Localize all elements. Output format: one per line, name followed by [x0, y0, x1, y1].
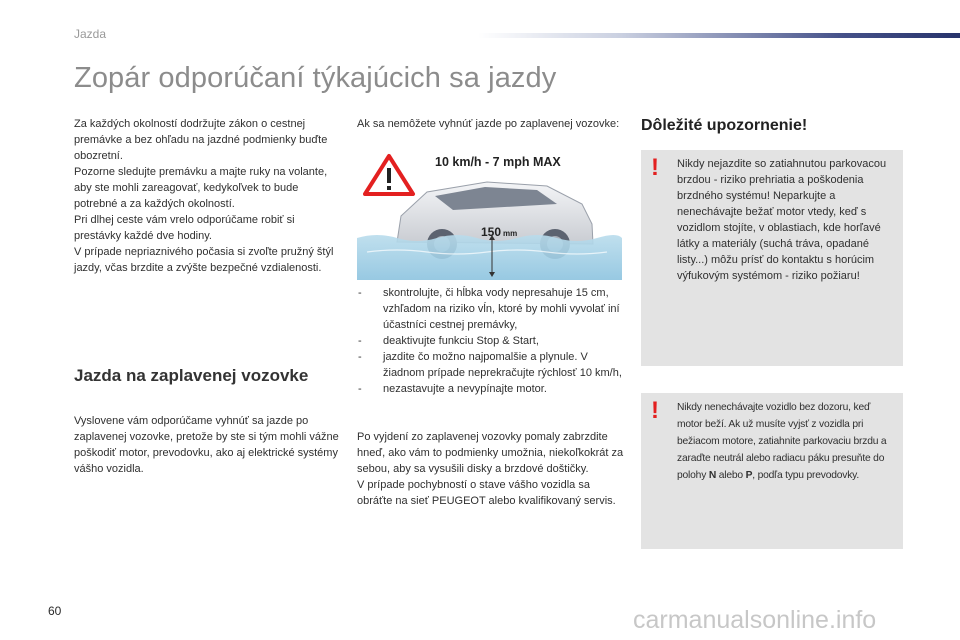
list-dash: - — [358, 335, 362, 347]
flood-after-text — [357, 429, 625, 509]
list-item-text: skontrolujte, či hĺbka vody nepresahuje 15 cm, vzhľadom na riziko vĺn, ktoré by mohli vyvolať iní účastníci cestnej premávky, — [383, 287, 620, 331]
warning-text — [677, 399, 897, 484]
warning-text: Nikdy nejazdite so zatiahnutou parkovacou brzdou - riziko prehriatia a poškodenia brzdného systému! Neparkujte a nenechávajte bežať motor vtedy, keď s vozidlom stojíte, v oblastiach, kde horľavé látky a materiály (suchá tráva, opadané listy...) môžu prísť do kontaktu s horúcim výfukovým systémom - riziko požiaru! — [677, 158, 887, 282]
warnings-heading: Dôležité upozornenie! — [641, 117, 808, 134]
gear-position-p: P — [745, 470, 753, 481]
flood-heading: Jazda na zaplavenej vozovke — [74, 366, 309, 385]
flood-list — [357, 285, 625, 397]
list-item-text: nezastavujte a nevypínajte motor. — [383, 383, 547, 395]
list-item — [357, 285, 625, 333]
list-dash: - — [358, 351, 362, 363]
intro-paragraph: Pozorne sledujte premávku a majte ruky na volante, aby ste mohli zareagovať, kedykoľvek to bude potrebné a za každých okolností. — [74, 166, 328, 210]
warning-text-part: alebo — [716, 470, 746, 481]
watermark: carmanualsonline.info — [633, 606, 877, 634]
depth-unit: mm — [503, 229, 518, 238]
list-item — [357, 381, 625, 397]
warning-text-part: , podľa typu prevodovky. — [752, 470, 860, 481]
intro-paragraph: Za každých okolností dodržujte zákon o cestnej premávke a bez ohľadu na jazdné podmienky buďte obozretní. — [74, 118, 328, 162]
list-item — [357, 349, 625, 381]
flood-illustration — [357, 152, 622, 280]
intro-paragraph: Pri dlhej ceste vám vrelo odporúčame robiť si prestávky každé dve hodiny. — [74, 214, 295, 242]
flood-text: Vyslovene vám odporúčame vyhnúť sa jazde po zaplavenej vozovke, pretože by ste si tým mohli vážne poškodiť motor, prevodovku, ako aj elektrické systémy vášho vozidla. — [74, 415, 339, 475]
speed-label: 10 km/h - 7 mph MAX — [435, 155, 561, 169]
page-title: Zopár odporúčaní týkajúcich sa jazdy — [74, 62, 557, 94]
warning-exclamation-icon: ! — [651, 154, 659, 181]
after-paragraph: Po vyjdení zo zaplavenej vozovky pomaly zabrzdite hneď, ako vám to podmienky umožnia, niekoľkokrát za sebou, aby sa vysušili disky a brzdové doštičky. — [357, 431, 624, 475]
header-bar — [478, 33, 960, 38]
warning-box-unattended — [641, 393, 903, 549]
section-label: Jazda — [74, 27, 107, 41]
intro-paragraph: V prípade nepriaznivého počasia si zvoľte pružný štýl jazdy, včas brzdite a zvýšte bezpečné vzdialenosti. — [74, 246, 334, 274]
list-dash: - — [358, 383, 362, 395]
depth-value: 150 — [481, 225, 502, 239]
page-number: 60 — [48, 604, 62, 618]
warning-triangle-icon — [365, 156, 413, 194]
list-dash: - — [358, 287, 362, 299]
after-paragraph: V prípade pochybností o stave vášho vozidla sa obráťte na sieť PEUGEOT alebo kvalifikovaný servis. — [357, 479, 616, 507]
list-item-text: jazdite čo možno najpomalšie a plynule. V žiadnom prípade neprekračujte rýchlosť 10 km/h, — [383, 351, 622, 379]
gear-position-n: N — [708, 470, 717, 481]
flood-intro: Ak sa nemôžete vyhnúť jazde po zaplavenej vozovke: — [357, 118, 620, 130]
list-item — [357, 333, 625, 349]
list-item-text: deaktivujte funkciu Stop & Start, — [383, 335, 539, 347]
warning-box-parking-brake — [641, 150, 903, 366]
warning-text-part: Nikdy nenechávajte vozidlo bez dozoru, keď motor beží. Ak už musíte vyjsť z vozidla pri bežiacom motore, zatiahnite parkovaciu brzdu a zaraďte neutrál alebo radiacu páku presuňte do polohy — [677, 402, 887, 481]
water-shape — [357, 235, 622, 280]
intro-text — [74, 116, 342, 276]
warning-exclamation-icon: ! — [651, 397, 659, 424]
